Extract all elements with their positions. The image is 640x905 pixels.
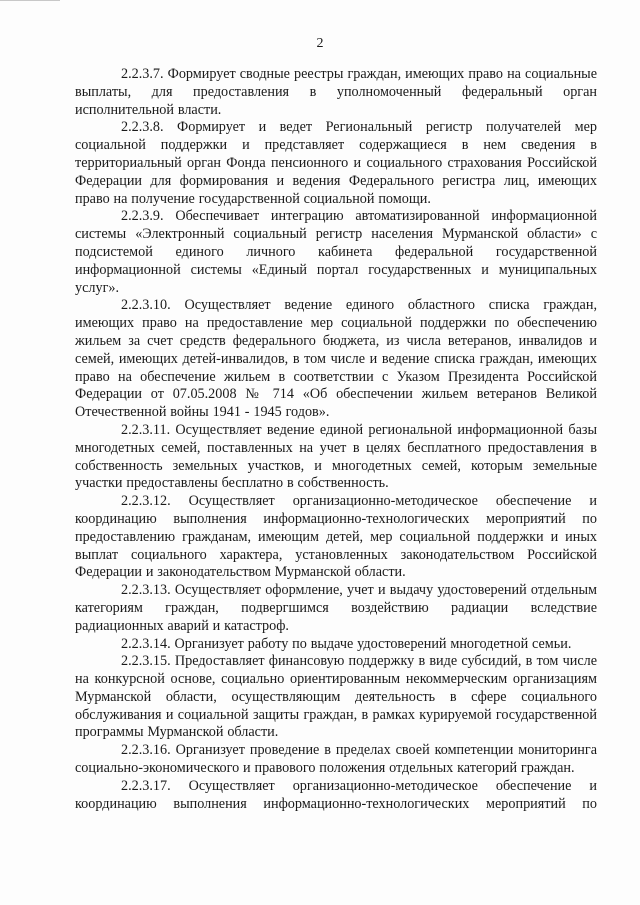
paragraph-2-2-3-7: 2.2.3.7. Формирует сводные реестры граждан, имеющих право на социальные выплаты, для предоставления в уполномоченный федеральный орган исполнительной власти. (75, 66, 597, 118)
paragraph-2-2-3-15: 2.2.3.15. Предоставляет финансовую поддержку в виде субсидий, в том числе на конкурсной основе, социально ориентированным некоммерческим организациям Мурманской области, осуществляющим деятельность в сфере социального обслуживания и социальной защиты граждан, в рамках курируемой государственной программы Мурманской области. (75, 653, 597, 741)
paragraph-2-2-3-17: 2.2.3.17. Осуществляет организационно-методическое обеспечение и координацию выполнения информационно-технологических мероприятий по (75, 777, 597, 812)
paragraph-2-2-3-10: 2.2.3.10. Осуществляет ведение единого областного списка граждан, имеющих право на предоставление мер социальной поддержки по обеспечению жильем за счет средств федерального бюджета, из числа ветеранов, инвалидов и семей, имеющих детей-инвалидов, в том числе и ведение списка граждан, имеющих право на обеспечение жильем в соответствии с Указом Президента Российской Федерации от 07.05.2008 № 714 «Об обеспечении жильем ветеранов Великой Отечественной войны 1941 - 1945 годов». (75, 297, 597, 421)
paragraph-2-2-3-8: 2.2.3.8. Формирует и ведет Региональный регистр получателей мер социальной поддержки и представляет содержащиеся в нем сведения в территориальный орган Фонда пенсионного и социального страхования Российской Федерации для формирования и ведения Федерального регистра лиц, имеющих право на получение государственной социальной помощи. (75, 119, 597, 207)
paragraph-2-2-3-16: 2.2.3.16. Организует проведение в пределах своей компетенции мониторинга социально-экономического и правового положения отдельных категорий граждан. (75, 742, 597, 777)
paragraph-2-2-3-11: 2.2.3.11. Осуществляет ведение единой региональной информационной базы многодетных семей, поставленных на учет в целях бесплатного предоставления в собственность земельных участков, и многодетных семей, которым земельные участки предоставлены бесплатно в собственность. (75, 421, 597, 492)
scan-edge-mark (0, 0, 60, 5)
page-number: 2 (316, 36, 324, 51)
paragraph-2-2-3-14: 2.2.3.14. Организует работу по выдаче удостоверений многодетной семьи. (121, 635, 572, 652)
document-body (75, 66, 597, 813)
paragraph-2-2-3-9: 2.2.3.9. Обеспечивает интеграцию автоматизированной информационной системы «Электронный социальный регистр населения Мурманской области» с подсистемой единого личного кабинета федеральной государственной информационной системы «Единый портал государственных и муниципальных услуг». (75, 208, 597, 296)
paragraph-2-2-3-12: 2.2.3.12. Осуществляет организационно-методическое обеспечение и координацию выполнения информационно-технологических мероприятий по предоставлению гражданам, имеющим детей, мер социальной поддержки и иных выплат социального характера, установленных законодательством Российской Федерации и законодательством Мурманской области. (75, 493, 597, 581)
paragraph-2-2-3-13: 2.2.3.13. Осуществляет оформление, учет и выдачу удостоверений отдельным категориям граждан, подвергшимся воздействию радиации вследствие радиационных аварий и катастроф. (75, 582, 597, 634)
